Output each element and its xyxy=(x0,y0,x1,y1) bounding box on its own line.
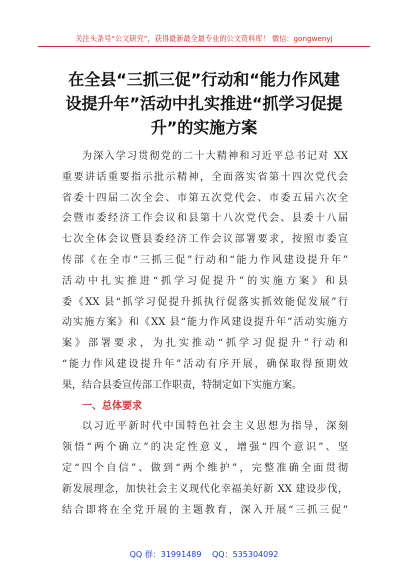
paragraph-line: 新发展理念，加快社会主义现代化幸福美好新 XX 建设步伐， xyxy=(62,483,348,495)
document-title xyxy=(60,68,348,140)
section-paragraph xyxy=(62,417,348,521)
paragraph-line: 为深入学习贯彻党的二十大精神和习近平总书记对 XX xyxy=(82,151,348,162)
footer-contact xyxy=(0,549,408,560)
title-line-3: 升”的实施方案 xyxy=(150,118,258,137)
paragraph-line: 会暨市委经济工作会议和县第十八次党代会、县委十八届 xyxy=(62,213,348,225)
paragraph-line: 定“四个自信”、做到“两个维护”，完整准确全面贯彻 xyxy=(62,462,348,474)
footer-qq: QQ：535304092 xyxy=(212,550,279,559)
paragraph-line: 省委十四届二次全会、市第五次党代会、市委五届六次全 xyxy=(62,192,348,204)
paragraph-line: 动实施方案》和《XX 县“能力作风建设提升年”活动实施方 xyxy=(62,317,348,329)
footer-qq-group: QQ 群：31991489 xyxy=(129,550,202,559)
paragraph-line: 结合即将在全党开展的主题教育，深入开展“三抓三促” xyxy=(62,504,348,516)
paragraph-line: 七次全体会议暨县委经济工作会议部署要求，按照市委宣 xyxy=(62,234,348,246)
paragraph-line: 重要讲话重要指示批示精神，全面落实省第十四次党代会 xyxy=(62,171,348,183)
paragraph-line: 领悟“两个确立”的决定性意义，增强“四个意识”、坚 xyxy=(62,442,348,454)
header-banner: 关注头条号“公文研究”，获得最新最全最专业的公文资料库！ 微信：gongwenyj xyxy=(38,32,370,47)
document-body xyxy=(62,147,348,521)
section-heading: 一、总体要求 xyxy=(82,400,142,412)
paragraph-line: 委《XX 县“抓学习促提升抓执行促落实抓效能促发展”行 xyxy=(62,296,348,308)
paragraph-line: 活动中扎实推进“抓学习促提升”的实施方案》和县 xyxy=(62,275,348,287)
paragraph-line: “能力作风建设提升年”活动有序开展，确保取得预期效 xyxy=(62,358,348,370)
paragraph-line: 案》部署要求，为扎实推动“抓学习促提升”行动和 xyxy=(62,338,348,350)
paragraph-line: 果，结合县委宣传部工作职责，特制定如下实施方案。 xyxy=(62,379,302,391)
title-line-2: 设提升年”活动中扎实推进“抓学习促提 xyxy=(65,94,343,113)
paragraph-line: 传部《在全市“三抓三促”行动和“能力作风建设提升年” xyxy=(62,254,348,266)
intro-paragraph xyxy=(62,147,348,397)
title-line-1: 在全县“三抓三促”行动和“能力作风建 xyxy=(68,70,340,89)
paragraph-line: 以习近平新时代中国特色社会主义思想为指导，深刻 xyxy=(82,421,348,433)
